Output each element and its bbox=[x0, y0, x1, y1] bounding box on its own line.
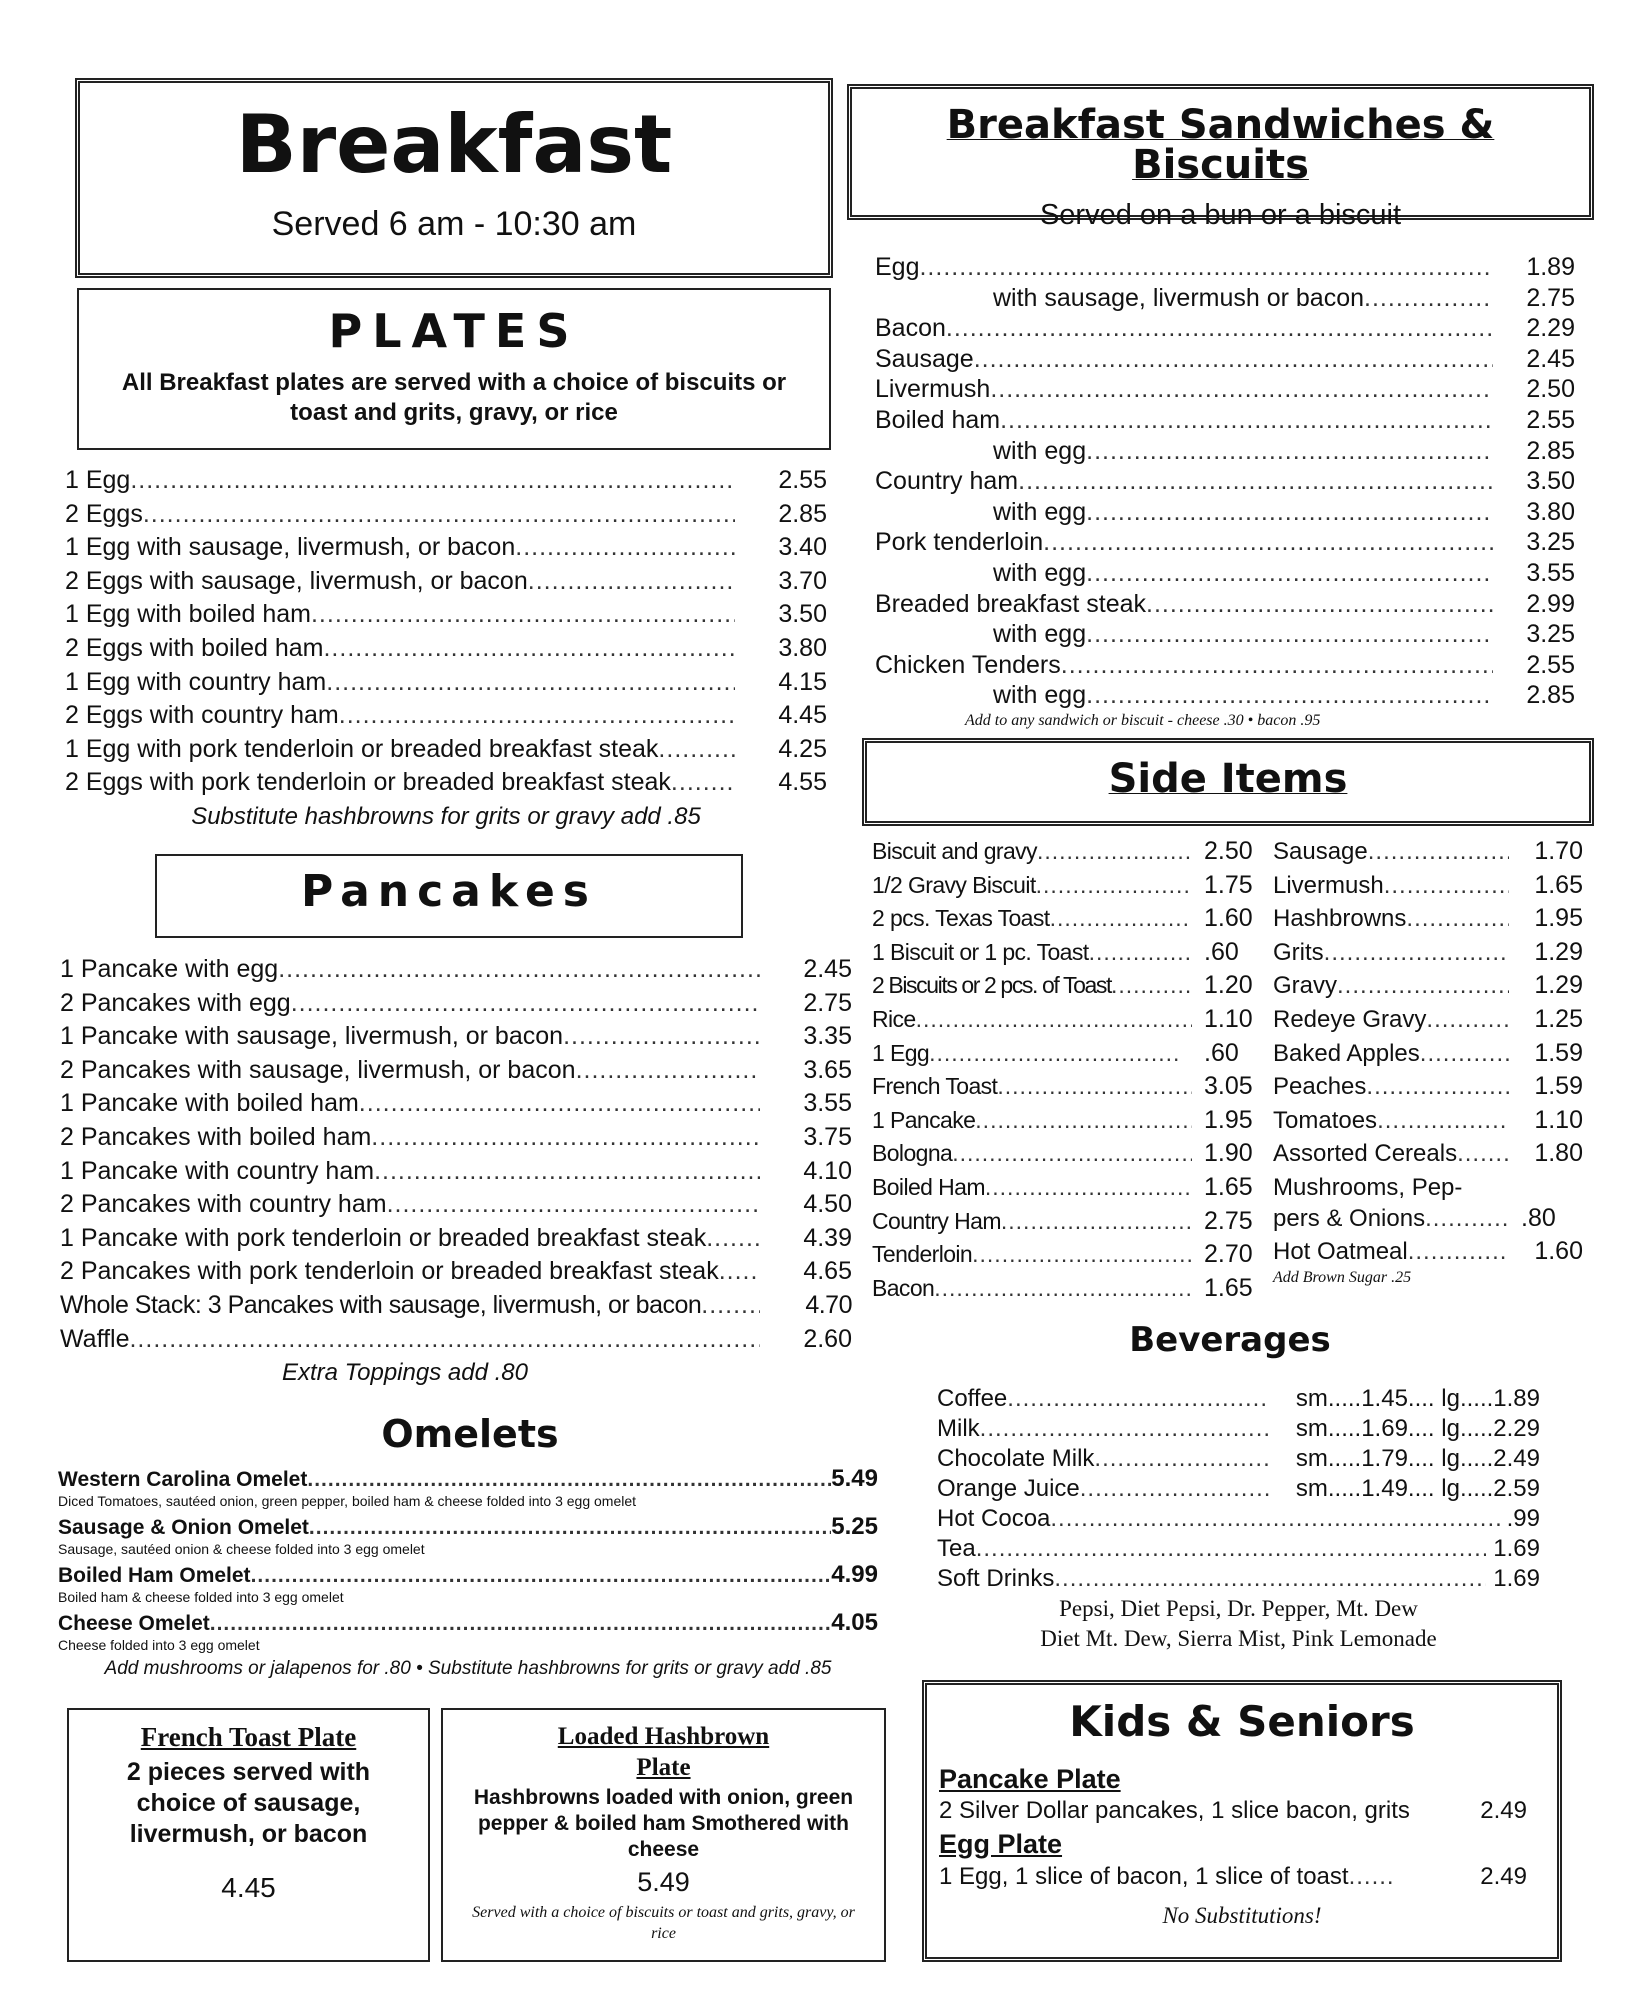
sandwich-item: Breaded breakfast steak ..... 2.99 bbox=[875, 589, 1575, 620]
pancake-item: 2 Pancakes with sausage, livermush, or bacon ..... 3.65 bbox=[60, 1054, 852, 1088]
plate-item: 2 Eggs with pork tenderloin or breaded breakfast steak ..... 4.55 bbox=[65, 766, 827, 800]
plate-item: 2 Eggs with sausage, livermush, or bacon ..... 3.70 bbox=[65, 565, 827, 599]
loaded-hashbrown-box bbox=[441, 1708, 886, 1962]
kids-seniors-box bbox=[922, 1680, 1562, 1962]
pancakes-title: Pancakes bbox=[301, 866, 597, 917]
omelet-item: Western Carolina Omelet ..... 5.49 bbox=[58, 1466, 878, 1493]
side-items-title: Side Items bbox=[1108, 756, 1348, 802]
sandwich-item: with egg ..... 2.85 bbox=[875, 436, 1575, 467]
soft-drinks-list-2: Diet Mt. Dew, Sierra Mist, Pink Lemonade bbox=[1040, 1626, 1437, 1651]
side-item: 1/2 Gravy Biscuit ..... 1.75 bbox=[872, 869, 1272, 903]
omelets-list bbox=[58, 1466, 878, 1680]
plate-item: 1 Egg with sausage, livermush, or bacon ..... 3.40 bbox=[65, 531, 827, 565]
egg-plate-item: 1 Egg, 1 slice of bacon, 1 slice of toast ..... 2.49 bbox=[939, 1861, 1545, 1893]
side-items-header-box bbox=[862, 738, 1594, 826]
pancakes-list bbox=[60, 953, 852, 1390]
sandwiches-note: Add to any sandwich or biscuit - cheese .30 • bacon .95 bbox=[965, 711, 1321, 729]
plate-item: 2 Eggs ..... 2.85 bbox=[65, 498, 827, 532]
plate-item: 1 Egg with boiled ham ..... 3.50 bbox=[65, 598, 827, 632]
sandwich-item: Sausage ..... 2.45 bbox=[875, 344, 1575, 375]
sandwich-item: Pork tenderloin ..... 3.25 bbox=[875, 527, 1575, 558]
omelets-note: Add mushrooms or jalapenos for .80 • Substitute hashbrowns for grits or gravy add .85 bbox=[104, 1658, 832, 1679]
sandwich-item: Egg ..... 1.89 bbox=[875, 252, 1575, 283]
sandwich-item: with egg ..... 3.25 bbox=[875, 619, 1575, 650]
side-item: Bologna ..... 1.90 bbox=[872, 1137, 1272, 1171]
sandwiches-title: Breakfast Sandwiches & Biscuits bbox=[946, 102, 1495, 188]
side-item: Peaches ..... 1.59 bbox=[1273, 1070, 1583, 1104]
plate-item: 2 Eggs with boiled ham ..... 3.80 bbox=[65, 632, 827, 666]
side-item: Livermush ..... 1.65 bbox=[1273, 869, 1583, 903]
sandwiches-list bbox=[875, 252, 1575, 731]
sandwich-item: Bacon ..... 2.29 bbox=[875, 313, 1575, 344]
side-item-mushrooms: Mushrooms, Pep- bbox=[1273, 1173, 1463, 1201]
side-item: Baked Apples ..... 1.59 bbox=[1273, 1037, 1583, 1071]
french-toast-price: 4.45 bbox=[221, 1872, 276, 1903]
side-item: Assorted Cereals ..... 1.80 bbox=[1273, 1137, 1583, 1171]
pancake-item: 1 Pancake with country ham ..... 4.10 bbox=[60, 1155, 852, 1189]
loaded-hashbrown-note: Served with a choice of biscuits or toast and grits, gravy, or rice bbox=[472, 1904, 855, 1942]
omelet-item: Cheese Omelet ..... 4.05 bbox=[58, 1610, 878, 1637]
plate-item: 1 Egg with pork tenderloin or breaded breakfast steak ..... 4.25 bbox=[65, 733, 827, 767]
side-item: 1 Biscuit or 1 pc. Toast ..... .60 bbox=[872, 936, 1272, 970]
side-item: 2 pcs. Texas Toast ..... 1.60 bbox=[872, 902, 1272, 936]
beverage-item: Milk ..... sm.....1.69.... lg.....2.29 bbox=[937, 1414, 1540, 1444]
egg-plate-title: Egg Plate bbox=[939, 1829, 1063, 1859]
french-toast-title: French Toast Plate bbox=[140, 1722, 357, 1752]
plate-item: 2 Eggs with country ham ..... 4.45 bbox=[65, 699, 827, 733]
omelet-item: Boiled Ham Omelet ..... 4.99 bbox=[58, 1562, 878, 1589]
plates-note: Substitute hashbrowns for grits or gravy add .85 bbox=[191, 802, 701, 830]
side-item: French Toast ..... 3.05 bbox=[872, 1070, 1272, 1104]
pancakes-header-box bbox=[155, 854, 743, 938]
pancake-item: 1 Pancake with sausage, livermush, or bacon ..... 3.35 bbox=[60, 1020, 852, 1054]
side-item: Sausage ..... 1.70 bbox=[1273, 835, 1583, 869]
side-item: Hashbrowns ..... 1.95 bbox=[1273, 902, 1583, 936]
sandwich-item: with egg ..... 3.55 bbox=[875, 558, 1575, 589]
sandwich-item: with sausage, livermush or bacon ..... 2.75 bbox=[875, 283, 1575, 314]
sandwiches-subtitle: Served on a bun or a biscuit bbox=[1039, 199, 1402, 231]
omelets-title: Omelets bbox=[381, 1412, 559, 1456]
omelet-description: Cheese folded into 3 egg omelet bbox=[58, 1637, 260, 1653]
sandwiches-header-box bbox=[847, 84, 1594, 231]
side-item: Country Ham ..... 2.75 bbox=[872, 1205, 1272, 1239]
loaded-hashbrown-title-2: Plate bbox=[636, 1754, 691, 1781]
side-item: Grits ..... 1.29 bbox=[1273, 936, 1583, 970]
pancake-item: 2 Pancakes with pork tenderloin or breaded breakfast steak ..... 4.65 bbox=[60, 1255, 852, 1289]
omelet-description: Diced Tomatoes, sautéed onion, green pepper, boiled ham & cheese folded into 3 egg omelet bbox=[58, 1493, 637, 1509]
pancake-item: 2 Pancakes with boiled ham ..... 3.75 bbox=[60, 1121, 852, 1155]
sides-left-list bbox=[872, 835, 1272, 1305]
pancakes-note: Extra Toppings add .80 bbox=[282, 1359, 528, 1387]
plates-list bbox=[65, 464, 827, 834]
loaded-hashbrown-price: 5.49 bbox=[637, 1867, 690, 1897]
pancake-item: 1 Pancake with egg ..... 2.45 bbox=[60, 953, 852, 987]
beverage-item: Chocolate Milk ..... sm.....1.79.... lg.....2.49 bbox=[937, 1444, 1540, 1474]
plate-item: 1 Egg ..... 2.55 bbox=[65, 464, 827, 498]
pancake-item: Waffle ..... 2.60 bbox=[60, 1323, 852, 1357]
pancake-item: 1 Pancake with boiled ham ..... 3.55 bbox=[60, 1087, 852, 1121]
oatmeal-note: Add Brown Sugar .25 bbox=[1273, 1268, 1412, 1286]
sandwich-item: with egg ..... 2.85 bbox=[875, 680, 1575, 711]
loaded-hashbrown-title: Loaded Hashbrown bbox=[557, 1723, 770, 1750]
side-item: Rice ..... 1.10 bbox=[872, 1003, 1272, 1037]
sides-right-list bbox=[1273, 835, 1583, 1287]
side-item: Redeye Gravy ..... 1.25 bbox=[1273, 1003, 1583, 1037]
plates-header-box bbox=[77, 288, 831, 450]
pancake-item: 1 Pancake with pork tenderloin or breaded breakfast steak ..... 4.39 bbox=[60, 1222, 852, 1256]
side-item: 1 Egg ..... .60 bbox=[872, 1037, 1272, 1071]
sandwich-item: with egg ..... 3.80 bbox=[875, 497, 1575, 528]
plates-title: PLATES bbox=[328, 304, 580, 358]
side-item: 2 Biscuits or 2 pcs. of Toast ..... 1.20 bbox=[872, 969, 1272, 1003]
sandwich-item: Chicken Tenders ..... 2.55 bbox=[875, 650, 1575, 681]
beverage-item: Hot Cocoa ..... .99 bbox=[937, 1504, 1540, 1534]
plates-description: All Breakfast plates are served with a choice of biscuits or toast and grits, gravy, or rice bbox=[121, 369, 787, 426]
pancake-item: 2 Pancakes with country ham ..... 4.50 bbox=[60, 1188, 852, 1222]
pancake-plate-item: 2 Silver Dollar pancakes, 1 slice bacon, grits 2.49 bbox=[939, 1797, 1527, 1824]
kids-note: No Substitutions! bbox=[1162, 1903, 1322, 1928]
side-item: 1 Pancake ..... 1.95 bbox=[872, 1104, 1272, 1138]
loaded-hashbrown-description: Hashbrowns loaded with onion, green pepper & boiled ham Smothered with cheese bbox=[473, 1786, 854, 1861]
omelet-item: Sausage & Onion Omelet ..... 5.25 bbox=[58, 1514, 878, 1541]
sandwich-item: Country ham ..... 3.50 bbox=[875, 466, 1575, 497]
pancake-item: 2 Pancakes with egg ..... 2.75 bbox=[60, 987, 852, 1021]
plate-item: 1 Egg with country ham ..... 4.15 bbox=[65, 666, 827, 700]
side-item: Hot Oatmeal ..... 1.60 bbox=[1273, 1234, 1583, 1269]
soft-drinks-list-1: Pepsi, Diet Pepsi, Dr. Pepper, Mt. Dew bbox=[1059, 1596, 1418, 1621]
side-item: Tenderloin ..... 2.70 bbox=[872, 1238, 1272, 1272]
side-item: pers & Onions ..... .80 bbox=[1273, 1203, 1583, 1234]
kids-seniors-title: Kids & Seniors bbox=[1069, 1697, 1415, 1746]
beverage-item: Tea ..... 1.69 bbox=[937, 1534, 1540, 1564]
beverage-item: Orange Juice ..... sm.....1.49.... lg.....2.59 bbox=[937, 1474, 1540, 1504]
side-item: Biscuit and gravy ..... 2.50 bbox=[872, 835, 1272, 869]
pancake-item: Whole Stack: 3 Pancakes with sausage, livermush, or bacon ..... 4.70 bbox=[60, 1289, 852, 1323]
beverage-item: Soft Drinks ..... 1.69 bbox=[937, 1564, 1540, 1594]
breakfast-hours: Served 6 am - 10:30 am bbox=[271, 205, 637, 243]
pancake-plate-title: Pancake Plate bbox=[939, 1764, 1121, 1794]
omelet-description: Sausage, sautéed onion & cheese folded into 3 egg omelet bbox=[58, 1541, 425, 1557]
french-toast-description: 2 pieces served with choice of sausage, livermush, or bacon bbox=[126, 1758, 371, 1848]
breakfast-header-box bbox=[75, 78, 833, 278]
beverages-title: Beverages bbox=[1129, 1320, 1331, 1360]
breakfast-title: Breakfast bbox=[235, 98, 673, 191]
beverage-item: Coffee ..... sm.....1.45.... lg.....1.89 bbox=[937, 1384, 1540, 1414]
french-toast-box bbox=[67, 1708, 430, 1962]
sandwich-item: Livermush ..... 2.50 bbox=[875, 374, 1575, 405]
sandwich-item: Boiled ham ..... 2.55 bbox=[875, 405, 1575, 436]
side-item: Bacon ..... 1.65 bbox=[872, 1272, 1272, 1306]
beverages-list bbox=[937, 1384, 1540, 1654]
omelet-description: Boiled ham & cheese folded into 3 egg omelet bbox=[58, 1589, 344, 1605]
side-item: Gravy ..... 1.29 bbox=[1273, 969, 1583, 1003]
side-item: Tomatoes ..... 1.10 bbox=[1273, 1104, 1583, 1138]
side-item: Boiled Ham ..... 1.65 bbox=[872, 1171, 1272, 1205]
